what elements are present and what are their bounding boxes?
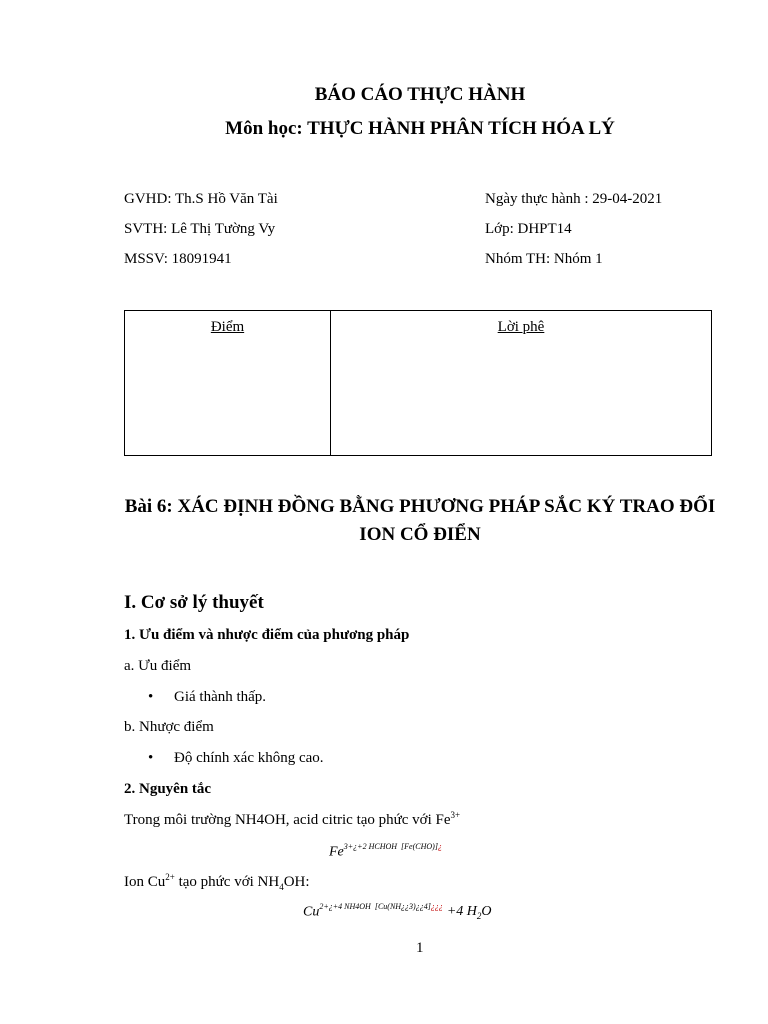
eq1-tail: ¿ — [437, 842, 442, 851]
class-line: Lớp: DHPT14 — [485, 221, 572, 237]
comment-label: Lời phê — [497, 319, 545, 335]
comment-cell — [331, 311, 712, 456]
grade-table — [124, 310, 712, 456]
subsection-heading-1: 1. Ưu điểm và nhược điểm của phương pháp — [124, 627, 410, 643]
score-label: Điểm — [210, 319, 245, 335]
section-heading: I. Cơ sở lý thuyết — [124, 592, 264, 613]
disadvantage-text: Độ chính xác không cao. — [174, 750, 324, 766]
copper-sub: 4 — [279, 882, 284, 892]
bullet-icon: • — [148, 750, 154, 766]
eq1-lhs: Fe — [329, 844, 344, 860]
equation-iron — [329, 842, 442, 860]
eq2-tail: ¿¿¿ — [430, 902, 443, 911]
subject-title: Môn học: THỰC HÀNH PHÂN TÍCH HÓA LÝ — [225, 118, 615, 139]
copper-text-c: OH: — [283, 874, 310, 890]
disadvantage-bullet — [148, 750, 324, 767]
lesson-title: Bài 6: XÁC ĐỊNH ĐỒNG BẰNG PHƯƠNG PHÁP SẮC KÝ TRAO ĐỔI ION CỔ ĐIỂN — [124, 496, 716, 545]
eq2-mid: ¿+4 NH4OH — [328, 902, 371, 911]
advantage-text: Giá thành thấp. — [174, 689, 267, 705]
advantage-label: a. Ưu điểm — [124, 658, 192, 674]
score-cell — [125, 311, 331, 456]
copper-text-a: Ion Cu — [124, 874, 166, 890]
report-title: BÁO CÁO THỰC HÀNH — [314, 84, 526, 105]
group-line: Nhóm TH: Nhóm 1 — [485, 251, 603, 267]
eq2-water: +4 $H_2O$ — [446, 904, 492, 922]
principle-sup: 3+ — [450, 810, 461, 820]
advantage-bullet — [148, 689, 266, 706]
eq1-rhs: [Fe(CHO)] — [401, 842, 438, 851]
student-id-line: MSSV: 18091941 — [124, 251, 232, 267]
student-line: SVTH: Lê Thị Tường Vy — [124, 221, 276, 237]
eq2-complex: [Cu(NH¿¿3)¿¿4] — [374, 902, 431, 911]
bullet-icon: • — [148, 689, 154, 705]
disadvantage-label: b. Nhược điểm — [124, 719, 214, 735]
eq1-mid: ¿+2 HCHOH — [353, 842, 398, 851]
eq2-lhs: Cu — [303, 904, 320, 920]
equation-copper — [303, 902, 492, 920]
principle-main: Trong môi trường NH4OH, acid citric tạo phức với Fe — [124, 812, 451, 828]
subsection-heading-2: 2. Nguyên tắc — [124, 781, 212, 797]
date-line: Ngày thực hành : 29-04-2021 — [485, 191, 663, 207]
eq1-lhs-sup: 3+ — [343, 842, 354, 851]
copper-sup: 2+ — [165, 872, 175, 882]
principle-text — [124, 812, 460, 829]
eq2-lhs-sup: 2+ — [319, 902, 329, 911]
copper-text-b: tạo phức với NH — [174, 874, 280, 890]
page-number: 1 — [416, 940, 424, 956]
instructor-line: GVHD: Th.S Hồ Văn Tài — [124, 191, 278, 207]
copper-text — [124, 874, 310, 891]
